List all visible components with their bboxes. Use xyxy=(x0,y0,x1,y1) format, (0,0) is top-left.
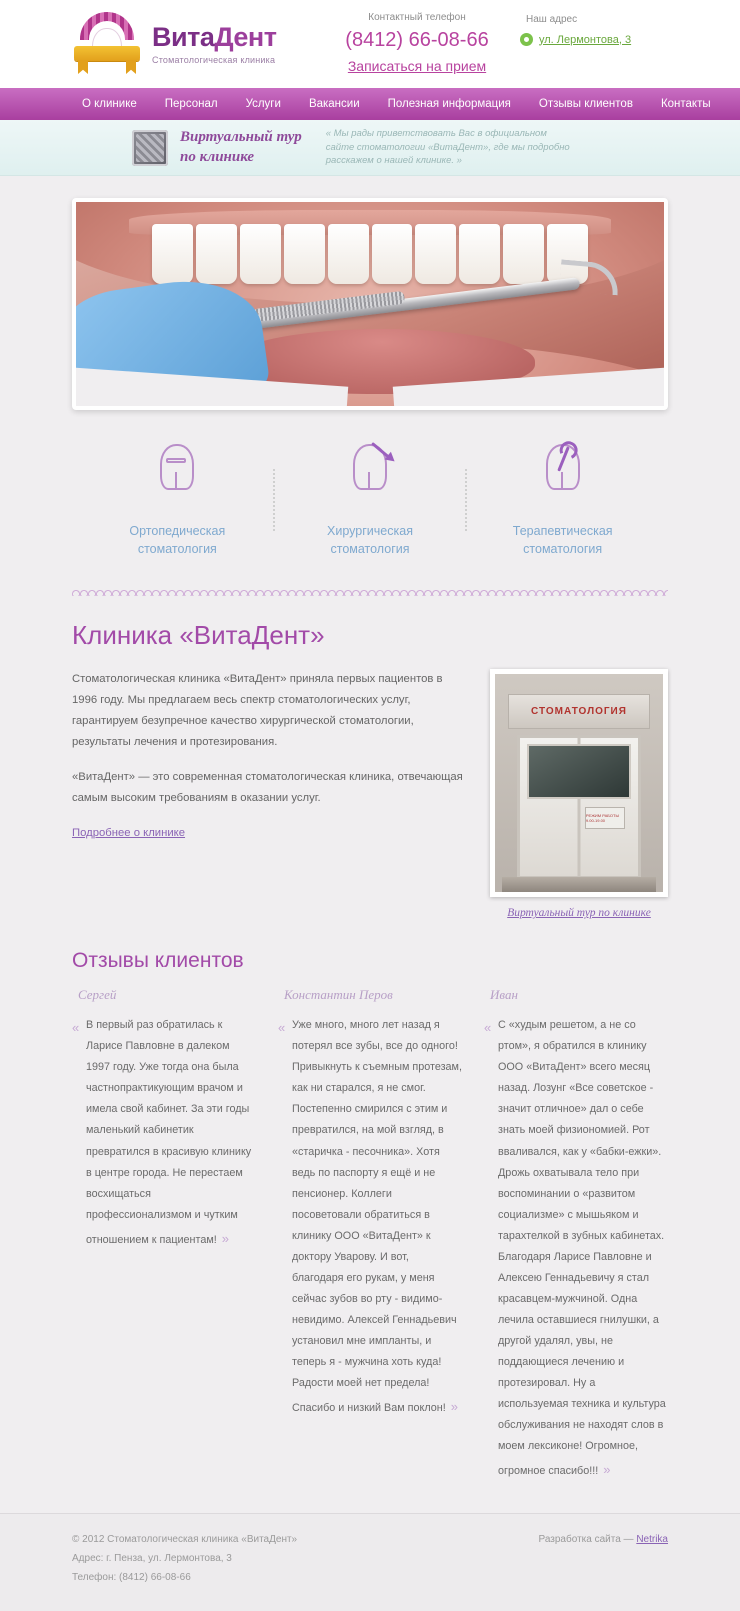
tooth-therapy-icon xyxy=(467,436,658,498)
logo-title xyxy=(152,21,277,52)
logo-subtitle: Стоматологическая клиника xyxy=(152,54,276,65)
reviews-title: Отзывы клиентов xyxy=(72,949,244,973)
service-item-orthopedic[interactable] xyxy=(82,436,273,558)
quote-open-icon: « xyxy=(72,1020,80,1036)
wave-divider xyxy=(72,586,668,598)
review-body xyxy=(484,1015,668,1482)
footer-copyright: © 2012 Стоматологическая клиника «ВитаДент» xyxy=(72,1533,298,1545)
review-item xyxy=(278,987,462,1482)
virtual-tour-title-line1: Виртуальный тур xyxy=(180,129,302,145)
nav-item-about[interactable]: О клинике xyxy=(82,98,137,110)
review-text: В первый раз обратилась к Ларисе Павловне в далеком 1997 году. Уже тогда она была частнопрактикующим врачом и имела свой кабинет. За эти годы маленький кабинетик превратился в красивую клинику в центре города. Не перестаем восхищаться профессионализмом и чутким отношением к пациентам! xyxy=(86,1019,252,1246)
review-text: С «худым решетом, а не со ртом», я обратился в клинику ООО «ВитаДент» всего месяц назад. Лозунг «Все советское - значит отличное» дал о себе знать моей физиономией. Рот вваливался, как у «бабки-ежки». Дрожь охватывала тело при воспоминании о «развитом социализме» с мышьяком и тарахтелкой в зубных кабинетах. Благодаря Ларисе Павловне и Алексею Геннадьевичу я стал красавцем-мужчиной. Одна лечила оставшиеся гнилушки, а другой удалял, увы, не поддающиеся лечению и протезировал. Ну а используемая техника и культура обслуживания не находят слов в моем лексиконе! Огромное, огромное спасибо!!! xyxy=(498,1019,666,1478)
review-body xyxy=(72,1015,256,1251)
welcome-quote: « Мы рады приветствовать Вас в официальном сайте стоматологии «ВитаДент», где мы подробно расскажем о нашей клинике. » xyxy=(325,127,570,167)
site-header xyxy=(0,0,740,88)
nav-item-contacts[interactable]: Контакты xyxy=(660,98,711,110)
developer-label: Разработка сайта — xyxy=(538,1533,637,1545)
services-list xyxy=(72,436,668,568)
cube-3d-icon xyxy=(132,130,168,166)
clinic-logo-icon xyxy=(72,8,142,80)
quote-close-icon: » xyxy=(603,1462,611,1478)
quote-open-icon: « xyxy=(278,1020,286,1036)
service-label-therapy xyxy=(467,522,658,558)
service-label-orthopedic xyxy=(82,522,273,558)
nav-item-useful-info[interactable]: Полезная информация xyxy=(387,98,511,110)
about-text xyxy=(72,669,466,919)
clinic-photo-block xyxy=(490,669,668,919)
logo-title-part2: Дент xyxy=(214,21,277,52)
quote-open-icon: « xyxy=(484,1020,492,1036)
review-item xyxy=(484,987,668,1482)
contact-phone-label: Контактный телефон xyxy=(368,12,466,23)
service-label-line1: Ортопедическая xyxy=(129,524,226,538)
header-contacts xyxy=(322,12,512,74)
logo-text xyxy=(152,21,277,65)
page-title: Клиника «ВитаДент» xyxy=(72,620,325,651)
main-nav xyxy=(0,88,740,120)
appointment-link[interactable]: Записаться на прием xyxy=(347,58,487,74)
header-address xyxy=(520,14,631,46)
service-label-line2: стоматология xyxy=(330,542,410,557)
nav-item-reviews[interactable]: Отзывы клиентов xyxy=(538,98,633,110)
contact-phone-number: (8412) 66-08-66 xyxy=(345,29,489,51)
service-label-surgery xyxy=(275,522,466,558)
reviews-list xyxy=(72,987,668,1512)
virtual-tour-title-line2: по клинике xyxy=(180,148,255,165)
hero-image xyxy=(72,198,668,410)
service-label-line1: Хирургическая xyxy=(327,524,413,538)
main-content xyxy=(0,198,740,1513)
developer-link[interactable]: Netrika xyxy=(636,1533,668,1545)
footer-developer xyxy=(539,1530,669,1587)
review-body xyxy=(278,1015,462,1419)
logo[interactable] xyxy=(0,8,276,80)
logo-title-part1: Вита xyxy=(152,21,215,52)
footer-contacts xyxy=(72,1530,297,1587)
address-label: Наш адрес xyxy=(526,14,578,25)
service-label-line2: стоматология xyxy=(523,542,603,557)
opening-hours-plate: РЕЖИМ РАБОТЫ 9.00-19.00 xyxy=(585,807,625,829)
review-author: Иван xyxy=(490,987,518,1003)
nav-item-vacancies[interactable]: Вакансии xyxy=(308,98,360,110)
about-section xyxy=(72,669,668,919)
address-link[interactable]: ул. Лермонтова, 3 xyxy=(539,33,632,46)
footer-phone: Телефон: (8412) 66-08-66 xyxy=(72,1571,191,1583)
quote-close-icon: » xyxy=(450,1399,458,1415)
map-pin-icon xyxy=(520,33,533,46)
tooth-crown-icon xyxy=(82,436,273,498)
virtual-tour-link[interactable]: Виртуальный тур по клинике xyxy=(507,907,651,920)
quote-close-icon: » xyxy=(221,1230,230,1246)
address-row[interactable] xyxy=(520,33,631,46)
service-item-surgery[interactable] xyxy=(275,436,466,558)
service-item-therapy[interactable] xyxy=(467,436,658,558)
service-label-line1: Терапевтическая xyxy=(512,524,613,538)
about-paragraph-1: Стоматологическая клиника «ВитаДент» приняла первых пациентов в 1996 году. Мы предлагаем весь спектр стоматологических услуг, гарантируем безупречное качество хирургической стоматологии, результаты лечения и протезирования. xyxy=(72,673,443,748)
about-paragraph-2: «ВитаДент» — это современная стоматологическая клиника, отвечающая самым высоким требованиям в оказании услуг. xyxy=(72,770,463,804)
virtual-tour-bar[interactable] xyxy=(0,120,740,176)
nav-item-staff[interactable]: Персонал xyxy=(164,98,218,110)
virtual-tour-title[interactable] xyxy=(180,128,302,167)
clinic-sign-text: СТОМАТОЛОГИЯ xyxy=(531,705,627,717)
site-footer xyxy=(0,1513,740,1611)
clinic-entrance-photo xyxy=(490,669,668,897)
about-more-link[interactable]: Подробнее о клинике xyxy=(72,826,186,839)
review-text: Уже много, много лет назад я потерял все зубы, все до одного! Привыкнуть к съемным протезам, как ни старался, я не смог. Постепенно смирился с этим и превратился, на мой взгляд, в «старичка - песочника». Хотя ведь по паспорту я ещё и не пенсионер. Коллеги посоветовали обратиться в клинику ООО «ВитаДент» к доктору Уварову. И вот, благодаря его рукам, у меня сейчас зубов во рту - видимо-невидимо. Алексей Геннадьевич установил мне импланты, и теперь я - мужчина хоть куда! Радости моей нет предела! Спасибо и низкий Вам поклон! xyxy=(292,1019,462,1415)
review-author: Сергей xyxy=(78,987,117,1003)
service-label-line2: стоматология xyxy=(137,542,217,557)
review-author: Константин Перов xyxy=(284,987,393,1003)
nav-item-services[interactable]: Услуги xyxy=(245,98,281,110)
footer-address: Адрес: г. Пенза, ул. Лермонтова, 3 xyxy=(72,1552,232,1564)
review-item xyxy=(72,987,256,1482)
tooth-surgery-icon xyxy=(275,436,466,498)
